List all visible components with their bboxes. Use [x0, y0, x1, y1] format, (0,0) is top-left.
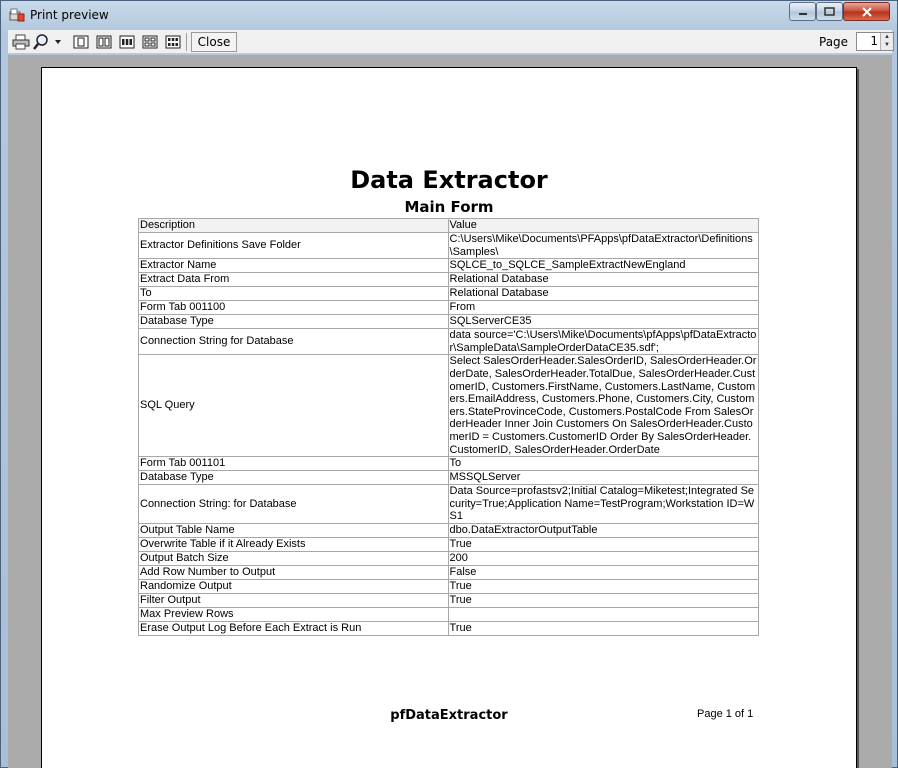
row-value: Data Source=profastsv2;Initial Catalog=Miketest;Integrated Security=True;Application Name=TestProgram;Workstation ID=WS1	[448, 485, 758, 524]
row-description: Add Row Number to Output	[139, 565, 449, 579]
row-value: data source='C:\Users\Mike\Documents\pfApps\pfDataExtractor\SampleData\SampleOrderDataCE35.sdf';	[448, 329, 758, 355]
row-description: Overwrite Table if it Already Exists	[139, 537, 449, 551]
table-row	[139, 537, 759, 551]
six-pages-icon	[165, 35, 181, 49]
table-row	[139, 259, 759, 273]
table-row	[139, 621, 759, 635]
print-preview-app-icon	[9, 8, 25, 22]
table-row	[139, 457, 759, 471]
row-description: Connection String for Database	[139, 329, 449, 355]
table-row	[139, 233, 759, 259]
four-pages-icon	[142, 35, 158, 49]
row-description: Randomize Output	[139, 579, 449, 593]
page-number-value[interactable]: 1	[870, 34, 878, 48]
row-value	[448, 607, 758, 621]
row-value: MSSQLServer	[448, 471, 758, 485]
row-description: Output Table Name	[139, 523, 449, 537]
minimize-button[interactable]	[789, 2, 816, 21]
row-value: dbo.DataExtractorOutputTable	[448, 523, 758, 537]
table-row	[139, 301, 759, 315]
preview-area[interactable]	[8, 55, 892, 768]
maximize-button[interactable]	[816, 2, 843, 21]
one-page-icon	[73, 35, 89, 49]
page-number-spinner[interactable]	[856, 32, 894, 51]
close-window-button[interactable]	[843, 2, 890, 21]
table-row	[139, 315, 759, 329]
spinner-up-icon[interactable]: ▲	[884, 34, 890, 40]
row-value: Relational Database	[448, 287, 758, 301]
zoom-button[interactable]	[32, 32, 64, 52]
window-title: Print preview	[30, 8, 109, 22]
table-row	[139, 565, 759, 579]
table-row	[139, 329, 759, 355]
report-footer-page-count: Page 1 of 1	[697, 708, 754, 720]
row-value: True	[448, 621, 758, 635]
row-value: True	[448, 593, 758, 607]
row-description: To	[139, 287, 449, 301]
row-value: Select SalesOrderHeader.SalesOrderID, SalesOrderHeader.OrderDate, SalesOrderHeader.TotalDue, SalesOrderHeader.CustomerID, Customers.FirstName, Customers.LastName, Customers.EmailAddress, Customers.Phone, Customers.City, Customers.StateProvinceCode, Customers.PostalCode From SalesOrderHeader Inner Join Customers On SalesOrderHeader.CustomerID = Customers.CustomerID Order By SalesOrderHeader.CustomerID, SalesOrderHeader.OrderDate	[448, 355, 758, 457]
table-row	[139, 551, 759, 565]
table-row	[139, 579, 759, 593]
row-description: SQL Query	[139, 355, 449, 457]
row-value: SQLCE_to_SQLCE_SampleExtractNewEngland	[448, 259, 758, 273]
report-footer-app-name: pfDataExtractor	[390, 708, 508, 723]
report-subtitle: Main Form	[404, 198, 494, 216]
three-pages-button[interactable]	[117, 32, 137, 52]
table-row	[139, 607, 759, 621]
table-row	[139, 287, 759, 301]
header-value: Value	[448, 219, 758, 233]
row-value: C:\Users\Mike\Documents\PFApps\pfDataExtractor\Definitions\Samples\	[448, 233, 758, 259]
row-value: True	[448, 537, 758, 551]
print-button[interactable]	[11, 32, 31, 52]
table-row	[139, 485, 759, 524]
report-title: Data Extractor	[350, 166, 548, 194]
table-row	[139, 471, 759, 485]
row-value: SQLServerCE35	[448, 315, 758, 329]
row-value: Relational Database	[448, 273, 758, 287]
row-description: Extractor Name	[139, 259, 449, 273]
row-value: False	[448, 565, 758, 579]
maximize-icon	[824, 7, 835, 16]
close-button[interactable]: Close	[191, 32, 237, 52]
row-description: Connection String: for Database	[139, 485, 449, 524]
table-header-row	[139, 219, 759, 233]
row-description: Filter Output	[139, 593, 449, 607]
row-description: Output Batch Size	[139, 551, 449, 565]
table-row	[139, 273, 759, 287]
close-icon	[861, 7, 873, 17]
toolbar-separator	[186, 33, 187, 51]
six-pages-button[interactable]	[163, 32, 183, 52]
zoom-icon	[33, 34, 63, 50]
row-description: Form Tab 001100	[139, 301, 449, 315]
two-pages-button[interactable]	[94, 32, 114, 52]
minimize-icon	[798, 8, 808, 16]
two-pages-icon	[96, 35, 112, 49]
title-bar[interactable]	[1, 1, 897, 30]
row-value: True	[448, 579, 758, 593]
printer-icon	[12, 34, 30, 50]
table-row	[139, 523, 759, 537]
row-value: From	[448, 301, 758, 315]
preview-page	[41, 67, 857, 768]
report-table	[138, 218, 759, 636]
three-pages-icon	[119, 35, 135, 49]
four-pages-button[interactable]	[140, 32, 160, 52]
row-description: Database Type	[139, 471, 449, 485]
row-description: Extract Data From	[139, 273, 449, 287]
row-description: Form Tab 001101	[139, 457, 449, 471]
row-description: Extractor Definitions Save Folder	[139, 233, 449, 259]
one-page-button[interactable]	[71, 32, 91, 52]
spinner-down-icon[interactable]: ▼	[884, 42, 890, 48]
page-label: Page	[819, 35, 849, 49]
spinner-arrows	[880, 33, 893, 50]
row-description: Database Type	[139, 315, 449, 329]
toolbar	[8, 30, 892, 54]
header-description: Description	[139, 219, 449, 233]
row-description: Max Preview Rows	[139, 607, 449, 621]
row-value: 200	[448, 551, 758, 565]
row-value: To	[448, 457, 758, 471]
table-row	[139, 593, 759, 607]
table-row	[139, 355, 759, 457]
row-description: Erase Output Log Before Each Extract is Run	[139, 621, 449, 635]
